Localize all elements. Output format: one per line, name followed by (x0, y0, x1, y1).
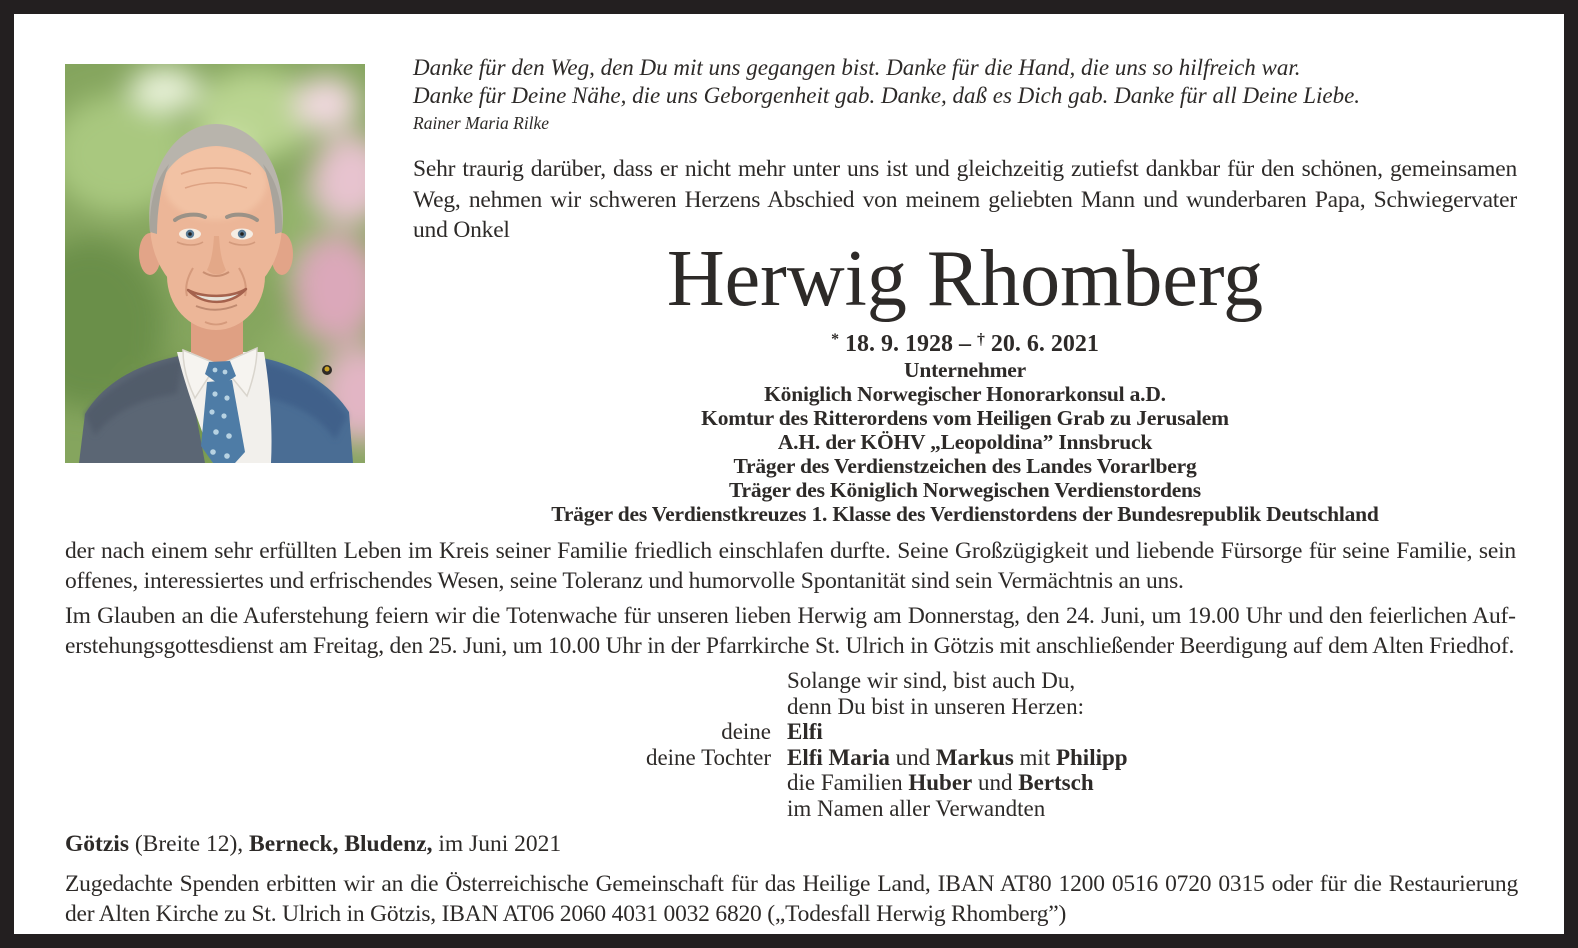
honors-list (413, 358, 1517, 526)
family-rows (65, 668, 1516, 821)
birth-date: 18. 9. 1928 (845, 331, 953, 357)
family-row-label (65, 694, 787, 720)
family-row-names (787, 745, 1516, 771)
family-row-names (787, 694, 1516, 720)
family-text: und (889, 744, 936, 770)
family-name: Elfi (787, 719, 823, 744)
donation-paragraph: Zugedachte Spenden erbitten wir an die Österreichische Gemeinschaft für das Heilige Land, IBAN AT80 1200 0516 0720 0315 oder für die Restaurierung der Alten Kirche zu St. Ulrich in Götzis, IBAN AT06 2060 4031 0032 6820 („Todesfall Herwig Rhomberg”) (65, 871, 1518, 927)
family-row (65, 668, 1516, 694)
honor-item: Königlich Norwegischer Honorarkonsul a.D. (764, 382, 1166, 406)
quote-attribution: Rainer Maria Rilke (413, 113, 550, 133)
memorial-quote (413, 54, 1525, 110)
family-row-label (65, 796, 787, 822)
family-row-names (787, 668, 1516, 694)
family-text: mit (1013, 744, 1056, 770)
signoff-place: Götzis (65, 831, 129, 857)
quote-line-2: Danke für Deine Nähe, die uns Geborgenheit gab. Danke, daß es Dich gab. Danke für all Deine Liebe. (413, 83, 1361, 108)
honor-item: Träger des Königlich Norwegischen Verdienstordens (729, 478, 1201, 502)
portrait-photo (65, 64, 365, 463)
birth-symbol: * (831, 331, 839, 349)
honor-item: Träger des Verdienstkreuzes 1. Klasse des Verdienstordens der Bundesrepublik Deutschland (551, 502, 1379, 526)
quote-line-1: Danke für den Weg, den Du mit uns gegangen bist. Danke für die Hand, die uns so hilfreich war. (413, 55, 1301, 80)
family-row-label (65, 668, 787, 694)
family-row (65, 770, 1516, 796)
honor-item: Träger des Verdienstzeichen des Landes Vorarlberg (733, 454, 1197, 478)
family-row-names (787, 719, 1516, 745)
family-name: Philipp (1055, 744, 1128, 770)
signoff-place: Berneck, Bludenz, (249, 831, 433, 857)
family-row-names (787, 796, 1516, 822)
deceased-name: Herwig Rhomberg (666, 235, 1264, 323)
honor-item: A.H. der KÖHV „Leopoldina” Innsbruck (777, 430, 1153, 454)
death-symbol: † (977, 331, 985, 349)
family-name: Huber (908, 770, 973, 795)
family-row (65, 719, 1516, 745)
intro-paragraph: Sehr traurig darüber, dass er nicht mehr unter uns ist und gleichzeitig zutiefst dankbar für den schönen, gemeinsamen Weg, nehmen wir schweren Herzens Abschied von meinem geliebten Mann und wunderbaren Papa, Schwiegervater und Onkel (413, 156, 1517, 243)
family-text: die Familien (787, 770, 909, 795)
portrait-photo-image (65, 64, 365, 463)
family-row-names (787, 770, 1516, 796)
signoff-text: (Breite 12), (128, 831, 250, 857)
family-row-label: deine Tochter (645, 744, 771, 770)
obituary-paragraph: der nach einem sehr erfüllten Leben im Kreis seiner Familie friedlich einschlafen durfte. Seine Großzügigkeit und liebende Fürsorge für seine Familie, sein offenes, interessiertes und erfrischendes Wesen, seine Toleranz und humorvolle Spontanität sind sein Vermächtnis an uns. (65, 538, 1516, 594)
family-text: denn Du bist in unseren Herzen: (787, 693, 1085, 719)
family-row (65, 694, 1516, 720)
family-name: Markus (935, 744, 1014, 770)
honor-item: Komtur des Ritterordens vom Heiligen Grab zu Jerusalem (701, 406, 1229, 430)
family-text: im Namen aller Verwandten (787, 795, 1046, 821)
life-dates (413, 331, 1517, 358)
signoff-line (65, 831, 561, 858)
family-row (65, 745, 1516, 771)
signoff-text: im Juni 2021 (432, 831, 562, 857)
family-name: Elfi Maria (787, 744, 890, 770)
family-text: Solange wir sind, bist auch Du, (787, 668, 1076, 693)
family-row (65, 796, 1516, 822)
family-text: und (972, 770, 1019, 795)
family-row-label (65, 770, 787, 796)
dates-separator: – (959, 331, 971, 357)
death-date: 20. 6. 2021 (990, 331, 1099, 357)
honor-item: Unternehmer (904, 358, 1026, 382)
family-row-label: deine (721, 719, 771, 744)
family-name: Bertsch (1018, 770, 1094, 795)
service-paragraph: Im Glauben an die Auferstehung feiern wir die Totenwache für unseren lieben Herwig am Donnerstag, den 24. Juni, um 19.00 Uhr und den feierlichen Auferstehungsgottesdienst am Freitag, den 25. Juni, um 10.00 Uhr in der Pfarrkirche St. Ulrich in Götzis mit anschließender Beerdigung auf dem Alten Friedhof. (65, 603, 1516, 659)
